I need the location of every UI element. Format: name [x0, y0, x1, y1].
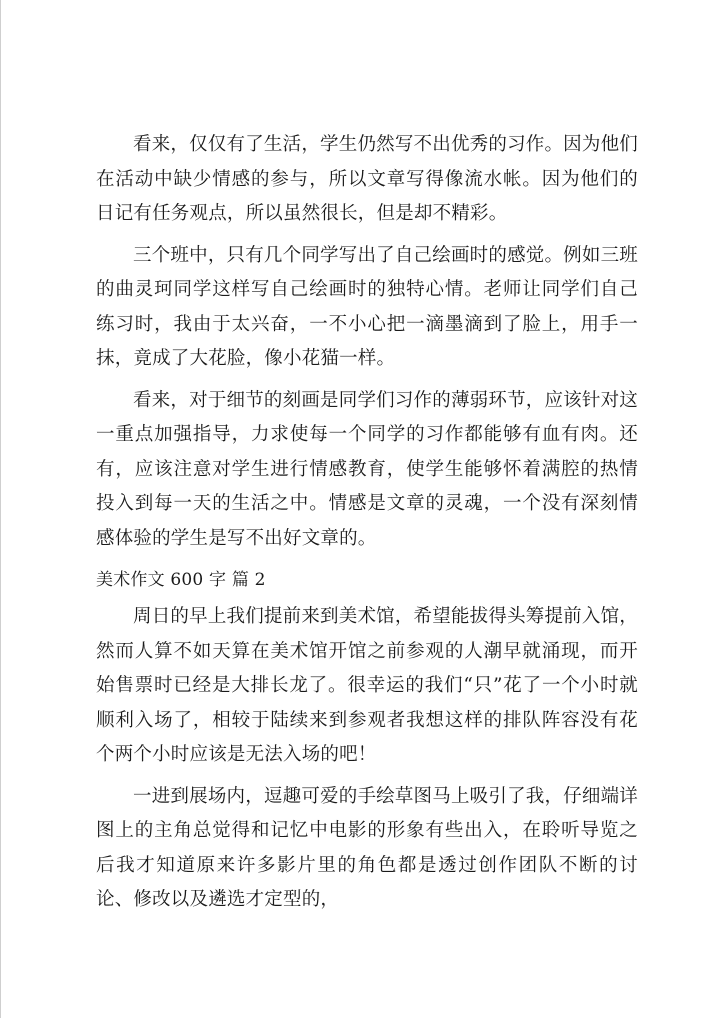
document-body — [96, 128, 638, 925]
paragraph: 周日的早上我们提前来到美术馆，希望能拔得头筹提前入馆，然而人算不如天算在美术馆开馆之前参观的人潮早就涌现，而开始售票时已经是大排长龙了。很幸运的我们“只”花了一个小时就顺利入场了，相较于陆续来到参观者我想这样的排队阵容没有花个两个小时应该是无法入场的吧！ — [96, 606, 638, 765]
page-edge — [0, 0, 1, 1018]
paragraph: 看来，对于细节的刻画是同学们习作的薄弱环节，应该针对这一重点加强指导，力求使每一个同学的习作都能够有血有肉。还有，应该注意对学生进行情感教育，使学生能够怀着满腔的热情投入到每一天的生活之中。情感是文章的灵魂，一个没有深刻情感体验的学生是写不出好文章的。 — [96, 389, 638, 549]
paragraph: 看来，仅仅有了生活，学生仍然写不出优秀的习作。因为他们在活动中缺少情感的参与，所以文章写得像流水帐。因为他们的日记有任务观点，所以虽然很长，但是却不精彩。 — [96, 134, 638, 224]
section-heading: 美术作文 600 字 篇 2 — [96, 570, 266, 590]
paragraph: 一进到展场内，逗趣可爱的手绘草图马上吸引了我，仔细端详图上的主角总觉得和记忆中电影的形象有些出入，在聆听导览之后我才知道原来许多影片里的角色都是透过创作团队不断的讨论、修改以及遴选才定型的， — [96, 785, 638, 910]
paragraph: 三个班中，只有几个同学写出了自己绘画时的感觉。例如三班的曲灵珂同学这样写自己绘画时的独特心情。老师让同学们自己练习时，我由于太兴奋，一不小心把一滴墨滴到了脸上，用手一抹，竟成了大花脸，像小花猫一样。 — [96, 244, 638, 369]
